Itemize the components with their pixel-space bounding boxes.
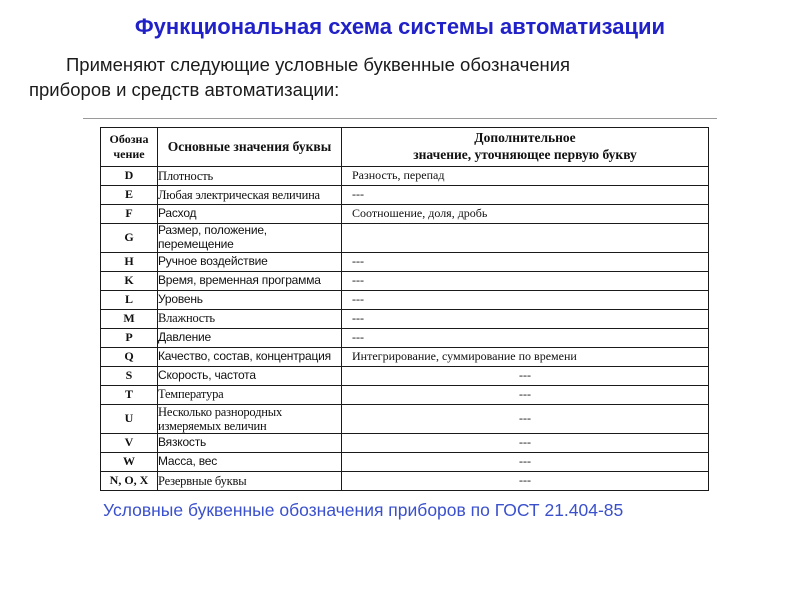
meaning-cell: Размер, положение, перемещение [158, 224, 342, 253]
intro-line-2: приборов и средств автоматизации: [29, 79, 340, 100]
table-row [101, 271, 709, 290]
header-extra-line2: значение, уточняющее первую букву [413, 147, 637, 162]
extra-cell: --- [342, 404, 709, 434]
extra-cell: --- [342, 472, 709, 491]
meaning-cell: Ручное воздействие [158, 252, 342, 271]
table-header-row [101, 128, 709, 167]
header-extra-line1: Дополнительное [474, 130, 576, 146]
meaning-cell: Температура [158, 385, 342, 404]
meaning-cell: Резервные буквы [158, 472, 342, 491]
meaning-cell: Качество, состав, концентрация [158, 347, 342, 366]
code-cell: W [101, 453, 158, 472]
header-code-line2: чение [113, 147, 145, 161]
intro-line-1: Применяют следующие условные буквенные обозначения [66, 54, 571, 75]
meaning-cell: Скорость, частота [158, 366, 342, 385]
extra-cell [342, 224, 709, 253]
code-cell: M [101, 309, 158, 328]
meaning-cell: Уровень [158, 290, 342, 309]
designation-table [100, 127, 709, 491]
meaning-cell: Масса, вес [158, 453, 342, 472]
code-cell: H [101, 252, 158, 271]
extra-cell: --- [342, 309, 709, 328]
table-body [101, 167, 709, 491]
code-cell: N, O, X [101, 472, 158, 491]
extra-cell: Разность, перепад [342, 167, 709, 186]
code-cell: G [101, 224, 158, 253]
meaning-cell: Вязкость [158, 434, 342, 453]
extra-cell: --- [342, 366, 709, 385]
meaning-cell: Любая электрическая величина [158, 186, 342, 205]
meaning-cell: Плотность [158, 167, 342, 186]
intro-paragraph [29, 52, 729, 102]
meaning-cell: Давление [158, 328, 342, 347]
header-meaning: Основные значения буквы [158, 128, 342, 167]
header-extra [342, 128, 709, 167]
extra-cell: --- [342, 271, 709, 290]
code-cell: L [101, 290, 158, 309]
table-row [101, 453, 709, 472]
table-row [101, 366, 709, 385]
table-row [101, 328, 709, 347]
extra-cell: --- [342, 328, 709, 347]
table-row [101, 404, 709, 434]
extra-cell: --- [342, 252, 709, 271]
code-cell: E [101, 186, 158, 205]
table-row [101, 309, 709, 328]
table-row [101, 205, 709, 224]
code-cell: P [101, 328, 158, 347]
code-cell: V [101, 434, 158, 453]
extra-cell: --- [342, 453, 709, 472]
header-code [101, 128, 158, 167]
extra-cell: --- [342, 434, 709, 453]
image-frame-top-line [83, 118, 717, 119]
extra-cell: Соотношение, доля, дробь [342, 205, 709, 224]
extra-cell: --- [342, 290, 709, 309]
table-caption: Условные буквенные обозначения приборов по ГОСТ 21.404-85 [103, 500, 624, 520]
table-row [101, 347, 709, 366]
code-cell: Q [101, 347, 158, 366]
extra-cell: --- [342, 186, 709, 205]
table-row [101, 224, 709, 253]
code-cell: K [101, 271, 158, 290]
extra-cell: Интегрирование, суммирование по времени [342, 347, 709, 366]
code-cell: D [101, 167, 158, 186]
code-cell: T [101, 385, 158, 404]
table-row [101, 290, 709, 309]
code-cell: S [101, 366, 158, 385]
meaning-cell: Влажность [158, 309, 342, 328]
table-row [101, 186, 709, 205]
meaning-cell: Несколько разнородных измеряемых величин [158, 404, 342, 434]
table-row [101, 434, 709, 453]
meaning-cell: Расход [158, 205, 342, 224]
code-cell: F [101, 205, 158, 224]
code-cell: U [101, 404, 158, 434]
table-row [101, 472, 709, 491]
table-row [101, 252, 709, 271]
table-row [101, 167, 709, 186]
table-row [101, 385, 709, 404]
extra-cell: --- [342, 385, 709, 404]
header-code-line1: Обозна [109, 132, 149, 146]
meaning-cell: Время, временная программа [158, 271, 342, 290]
page-title: Функциональная схема системы автоматизации [134, 14, 666, 39]
